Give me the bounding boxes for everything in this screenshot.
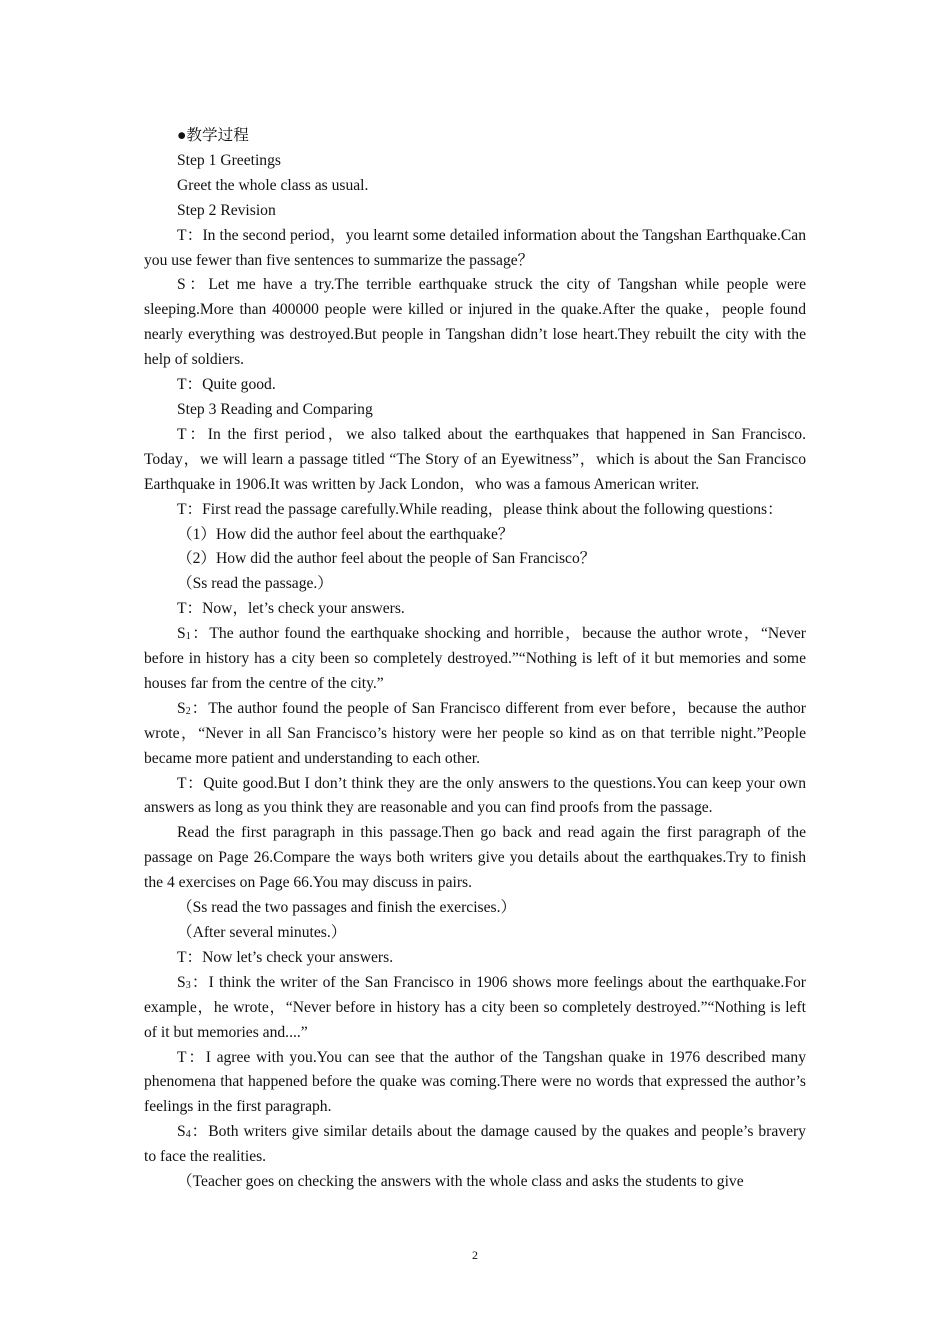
stage-direction: （After several minutes.） <box>177 924 347 941</box>
step-heading: Step 1 Greetings <box>177 151 281 169</box>
speaker-label: S <box>177 699 186 717</box>
paragraph <box>144 971 806 1046</box>
stage-direction: （Ss read the passage.） <box>177 575 333 593</box>
document-body <box>144 124 806 1195</box>
speaker-colon: ： <box>190 625 210 643</box>
paragraph <box>144 1120 806 1170</box>
speaker-subscript: 4 <box>185 1129 191 1141</box>
question-item: （2）How did the author feel about the people of San Francisco？ <box>177 550 596 568</box>
paragraph-text: I think the writer of the San Francisco in 1906 shows more feelings about the earthquake.For example，he wrote，“Never before in history has a city been so completely destroyed.”“Nothing is left of it but memories and....” <box>144 973 806 1041</box>
paragraph: T：Now，let’s check your answers. <box>177 600 405 618</box>
paragraph-text: Both writers give similar details about the damage caused by the quakes and people’s bravery to face the realities. <box>144 1123 806 1166</box>
paragraph <box>144 622 806 697</box>
question-item: （1）How did the author feel about the earthquake？ <box>177 525 514 543</box>
speaker-subscript: 2 <box>185 705 191 717</box>
paragraph-text: The author found the people of San Francisco different from ever before，because the author wrote，“Never in all San Francisco’s history were her people so kind as on that terrible night.”People became more patient and understanding to each other. <box>144 699 806 767</box>
speaker-colon: ： <box>190 699 209 717</box>
paragraph: T：First read the passage carefully.While reading，please think about the following questions： <box>177 500 783 518</box>
speaker-colon: ： <box>190 973 209 991</box>
speaker-label: S <box>177 625 186 643</box>
paragraph: Read the first paragraph in this passage.Then go back and read again the first paragraph of the passage on Page 26.Compare the ways both writers give you details about the earthquakes.Try to finish the 4 exercises on Page 66.You may discuss in pairs. <box>144 824 806 892</box>
speaker-subscript: 1 <box>185 631 191 643</box>
speaker-colon: ： <box>190 1123 209 1141</box>
paragraph: T：In the second period，you learnt some detailed information about the Tangshan Earthquake.Can you use fewer than five sentences to summarize the passage？ <box>144 226 806 269</box>
paragraph: （Teacher goes on checking the answers with the whole class and asks the students to give <box>177 1173 744 1191</box>
stage-direction: （Ss read the two passages and finish the exercises.） <box>177 899 517 917</box>
step-heading: Step 3 Reading and Comparing <box>177 400 373 418</box>
page-number: 2 <box>472 1248 478 1262</box>
paragraph: Greet the whole class as usual. <box>177 176 369 194</box>
speaker-subscript: 3 <box>185 979 191 991</box>
paragraph: T：Quite good. <box>177 376 276 394</box>
paragraph: S：Let me have a try.The terrible earthquake struck the city of Tangshan while people were sleeping.More than 400000 people were killed or injured in the quake.After the quake，people found nearly everything was destroyed.But people in Tangshan didn’t lose heart.They rebuilt the city with the help of soldiers. <box>144 276 806 369</box>
step-heading: Step 2 Revision <box>177 201 276 219</box>
paragraph <box>144 697 806 772</box>
paragraph-text: The author found the earthquake shocking and horrible，because the author wrote，“Never before in history has a city been so completely destroyed.”“Nothing is left of it but memories and some houses far from the centre of the city.” <box>144 625 806 692</box>
paragraph: T：Quite good.But I don’t think they are the only answers to the questions.You can keep your own answers as long as you think they are reasonable and you can find proofs from the passage. <box>144 774 806 817</box>
speaker-label: S <box>177 1123 186 1141</box>
paragraph: T：Now let’s check your answers. <box>177 948 394 966</box>
speaker-label: S <box>177 973 186 991</box>
section-heading: ●教学过程 <box>177 127 249 144</box>
paragraph: T：I agree with you.You can see that the author of the Tangshan quake in 1976 described many phenomena that happened before the quake was coming.There were no words that expressed the author’s feelings in the first paragraph. <box>144 1048 806 1116</box>
paragraph: T：In the first period，we also talked about the earthquakes that happened in San Francisco. Today，we will learn a passage titled “The Story of an Eyewitness”，which is about the San Francisco Earthquake in 1906.It was written by Jack London，who was a famous American writer. <box>144 425 806 493</box>
